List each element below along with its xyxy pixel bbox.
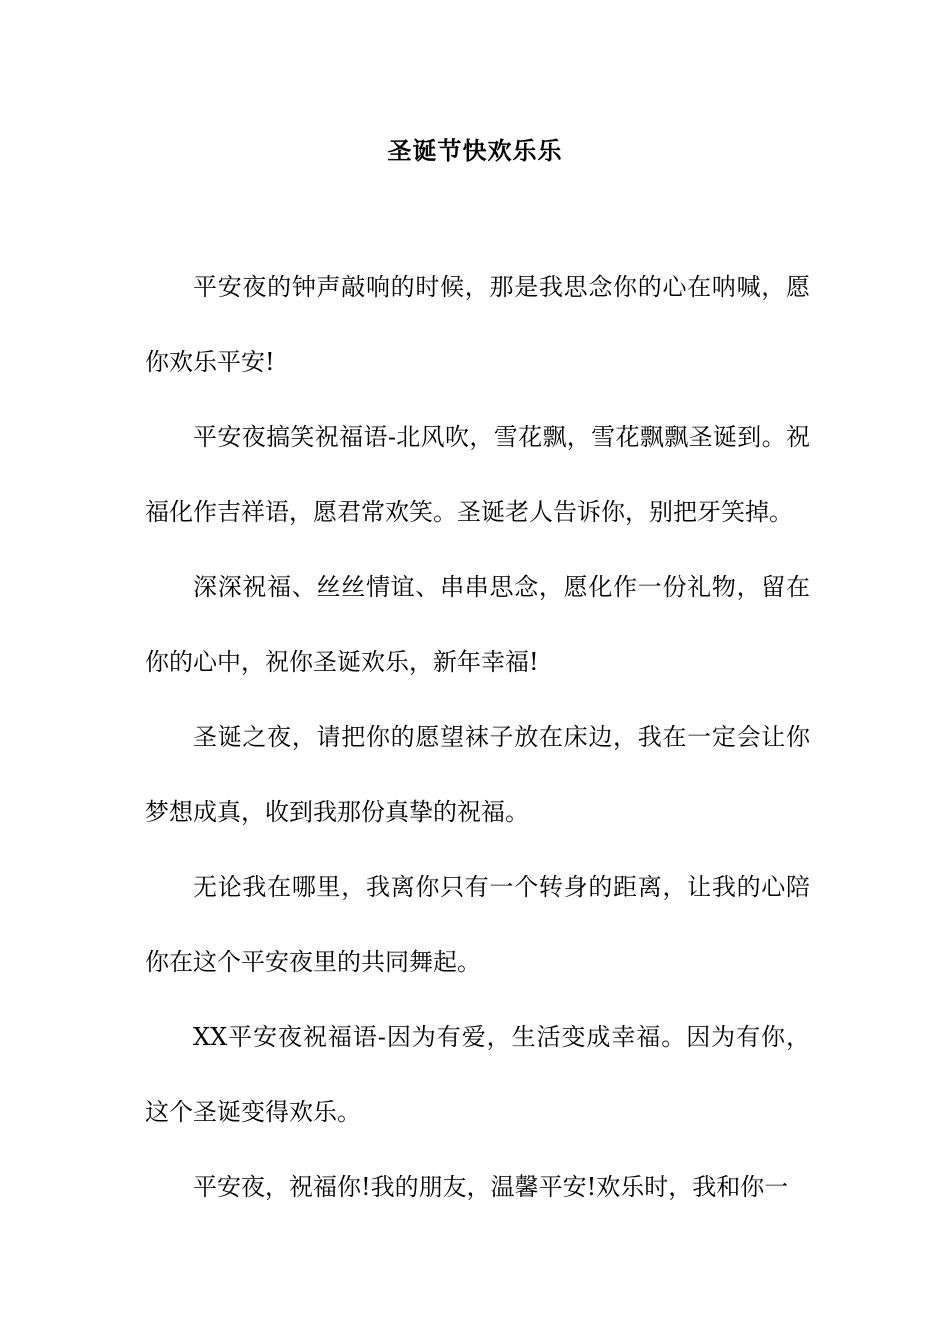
paragraph-7: 平安夜，祝福你!我的朋友，温馨平安!欢乐时，我和你一 (193, 1173, 789, 1201)
paragraph-6: XX平安夜祝福语-因为有爱，生活变成幸福。因为有你，这个圣诞变得欢乐。 (145, 1023, 810, 1126)
paragraph-1: 平安夜的钟声敲响的时候，那是我思念你的心在呐喊，愿你欢乐平安! (145, 273, 810, 376)
paragraph-2: 平安夜搞笑祝福语-北风吹，雪花飘，雪花飘飘圣诞到。祝福化作吉祥语，愿君常欢笑。圣诞老人告诉你，别把牙笑掉。 (145, 423, 810, 526)
paragraph-4: 圣诞之夜，请把你的愿望袜子放在床边，我在一定会让你梦想成真，收到我那份真挚的祝福。 (145, 723, 810, 826)
document-title: 圣诞节快欢乐乐 (387, 136, 563, 165)
paragraph-3: 深深祝福、丝丝情谊、串串思念，愿化作一份礼物，留在你的心中，祝你圣诞欢乐，新年幸福! (145, 573, 810, 676)
paragraph-5: 无论我在哪里，我离你只有一个转身的距离，让我的心陪你在这个平安夜里的共同舞起。 (145, 873, 810, 976)
document-body (145, 250, 810, 1225)
